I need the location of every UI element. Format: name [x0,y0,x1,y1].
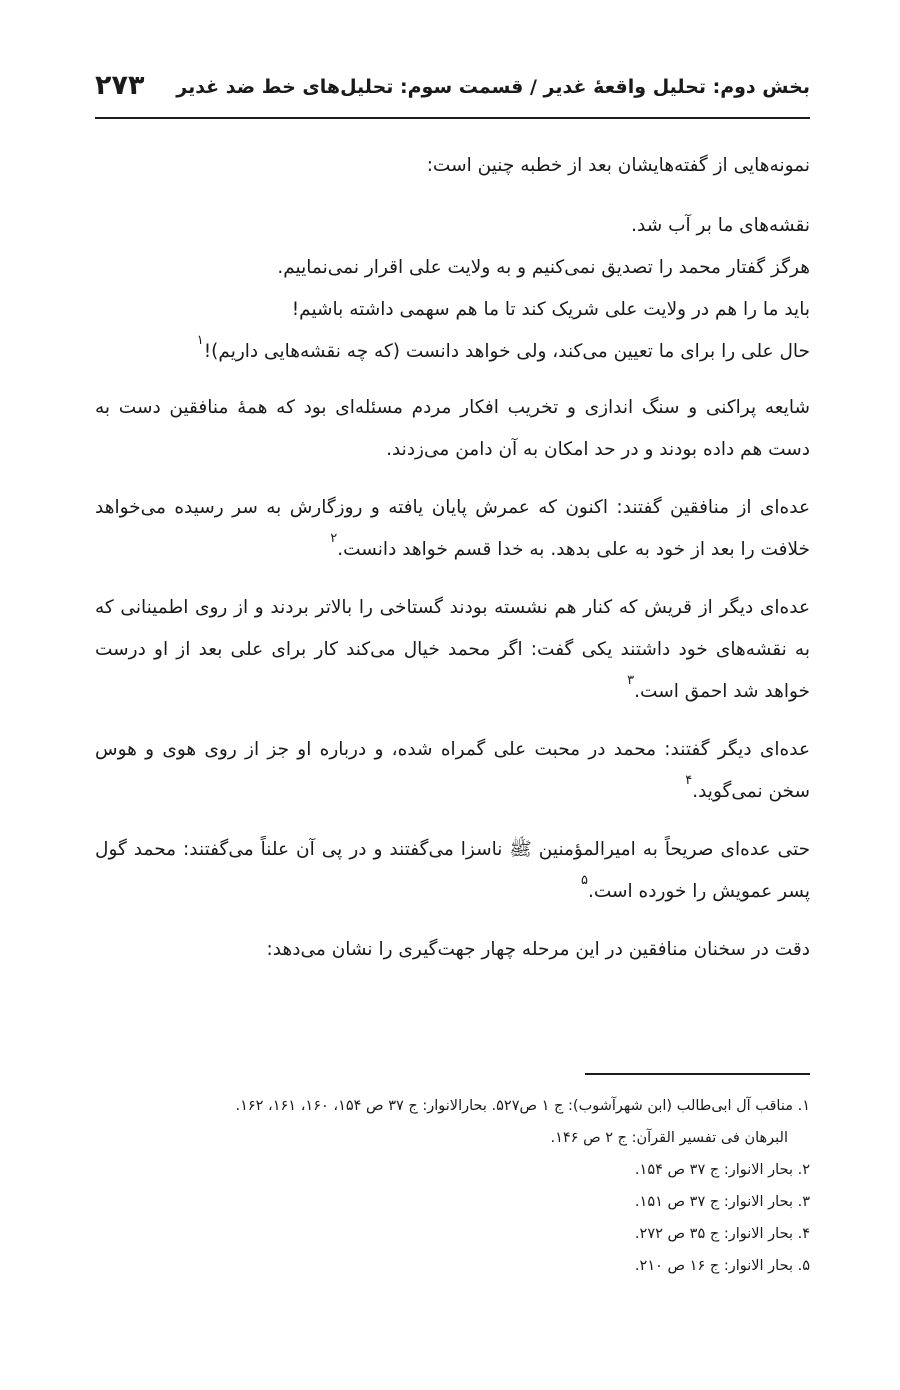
running-header [95,70,810,116]
quotes-intro: نمونه‌هایی از گفته‌هایشان بعد از خطبه چنین است: [426,155,810,176]
paragraph [95,487,810,571]
footnote: ۱. مناقب آل ابی‌طالب (ابن شهرآشوب): ج ۱ ص۵۲۷. بحارالانوار: ج ۳۷ ص ۱۵۴، ۱۶۰، ۱۶۱، ۱۶۲. [235,1098,810,1114]
quote-line [95,331,810,373]
footnote: ۴. بحار الانوار: ج ۳۵ ص ۲۷۲. [634,1226,810,1242]
paragraph [95,729,810,813]
body-text [95,145,810,987]
header-divider [95,117,810,119]
page-number: ۲۷۳ [95,70,145,101]
paragraph-text: دقت در سخنان منافقین در این مرحله چهار جهت‌گیری را نشان می‌دهد: [266,939,810,960]
footnote-ref[interactable]: ۴ [685,772,693,788]
footnote: ۳. بحار الانوار: ج ۳۷ ص ۱۵۱. [634,1194,810,1210]
paragraph [95,587,810,713]
paragraph-text: شایعه پراکنی و سنگ اندازی و تخریب افکار مردم مسئله‌ای بود که همهٔ منافقین دست به دست هم داده بودند و در حد امکان به آن دامن می‌زدند. [95,397,810,460]
footnote-ref[interactable]: ۱ [196,332,204,348]
footnote-ref[interactable]: ۳ [627,672,635,688]
footnote-divider [585,1073,810,1075]
paragraph [95,929,810,971]
paragraph-text: عده‌ای دیگر گفتند: محمد در محبت علی گمراه شده، و درباره او جز از روی هوی و هوس سخن نمی‌گوید. [95,739,810,802]
paragraph [95,829,810,913]
footnote-ref[interactable]: ۲ [330,530,338,546]
quote-line: باید ما را هم در ولایت علی شریک کند تا ما هم سهمی داشته باشیم! [291,299,810,320]
quote-line: هرگز گفتار محمد را تصدیق نمی‌کنیم و به ولایت علی اقرار نمی‌نماییم. [277,257,810,278]
quote-line: نقشه‌های ما بر آب شد. [631,215,810,236]
footnote-continuation: البرهان فی تفسیر القرآن: ج ۲ ص ۱۴۶. [550,1130,788,1146]
paragraph-text: عده‌ای از منافقین گفتند: اکنون که عمرش پایان یافته و روزگارش به سر رسیده می‌خواهد خلافت را بعد از خود به علی بدهد. به خدا قسم خواهد دانست. [95,497,810,560]
footnote: ۵. بحار الانوار: ج ۱۶ ص ۲۱۰. [634,1258,810,1274]
quote-line-text: حال علی را برای ما تعیین می‌کند، ولی خواهد دانست (که چه نقشه‌هایی داریم)! [203,341,810,362]
paragraph [95,387,810,471]
paragraph-text: عده‌ای دیگر از قریش که کنار هم نشسته بودند گستاخی را بالاتر بردند و از روی اطمینانی که به نقشه‌های خود داشتند یکی گفت: اگر محمد خیال می‌کند کار برای علی بعد از او درست خواهد شد احمق است. [95,597,810,702]
footnotes [95,1090,810,1282]
paragraph-text: حتی عده‌ای صریحاً به امیرالمؤمنین ﷺ ناسزا می‌گفتند و در پی آن علناً می‌گفتند: محمد گول پسر عمویش را خورده است. [95,839,810,902]
book-page [95,0,810,1390]
quotes-block [95,205,810,373]
footnote-ref[interactable]: ۵ [580,872,588,888]
footnote: ۲. بحار الانوار: ج ۳۷ ص ۱۵۴. [634,1162,810,1178]
running-header-title: بخش دوم: تحلیل واقعهٔ غدیر / قسمت سوم: تحلیل‌های خط ضد غدیر [176,76,810,98]
